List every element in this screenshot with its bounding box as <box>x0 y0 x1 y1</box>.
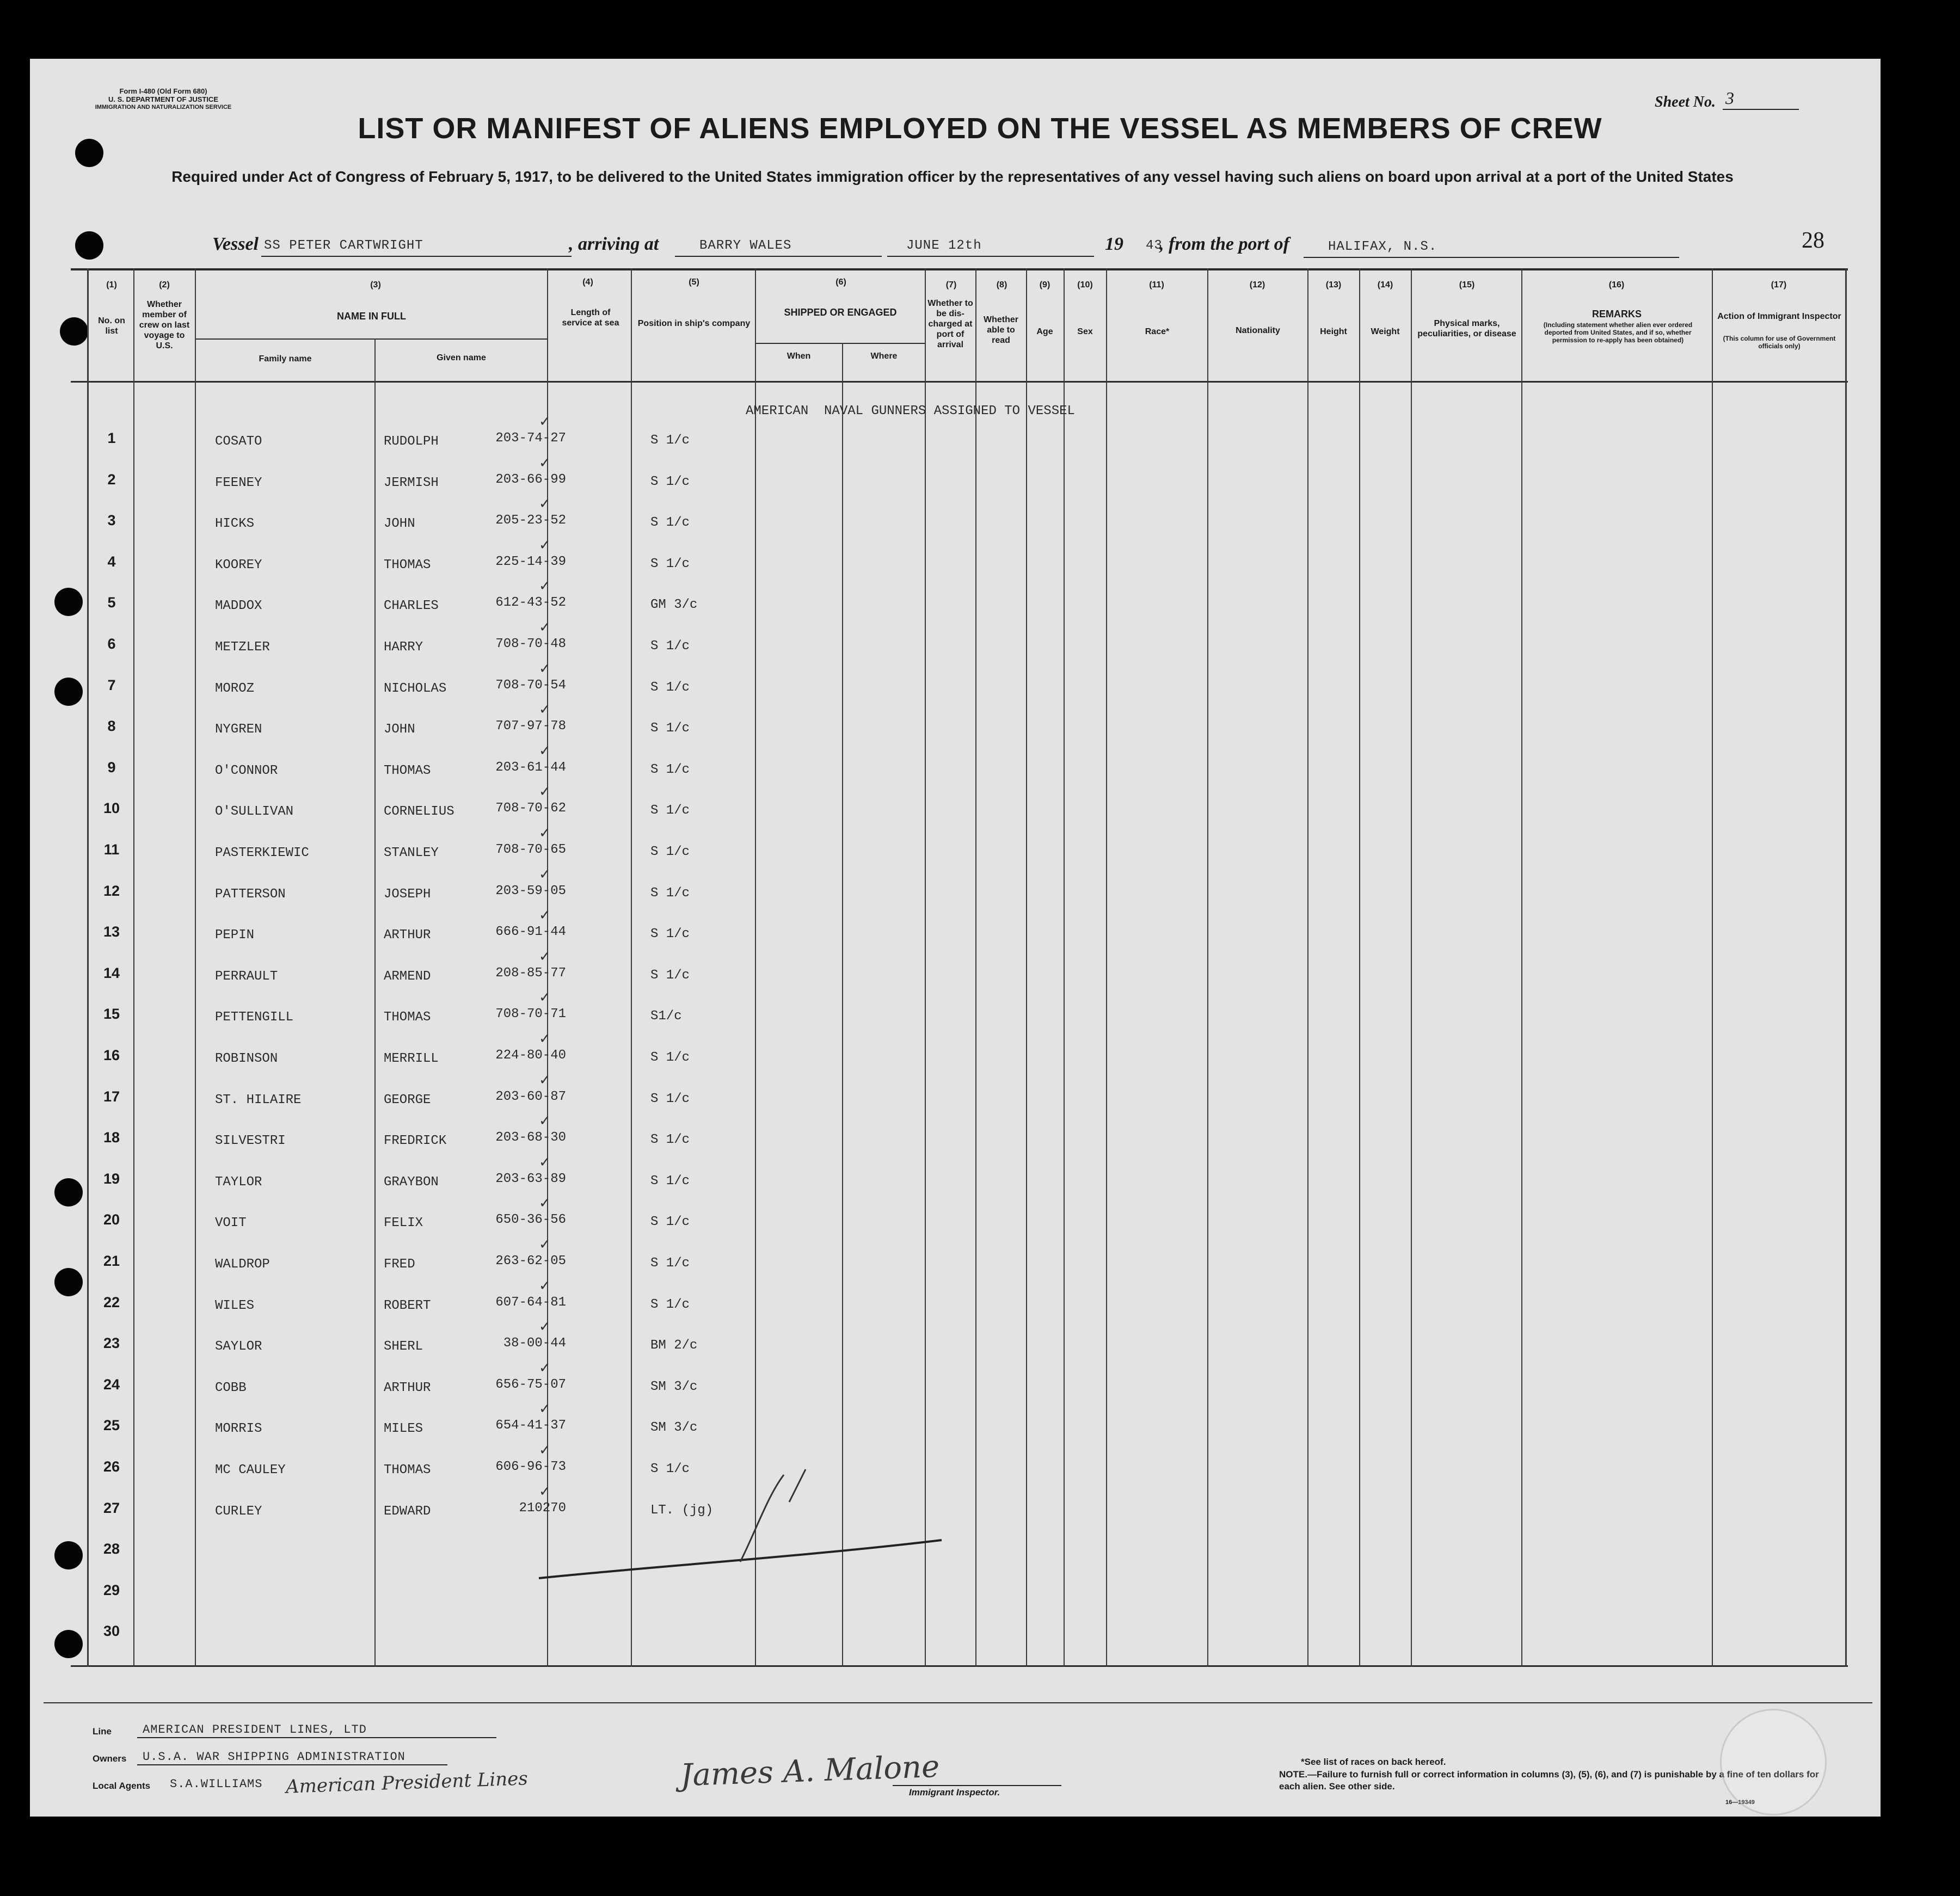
position: S 1/c <box>650 1215 690 1229</box>
position: SM 3/c <box>650 1420 698 1435</box>
races-note: *See list of races on back hereof. <box>1301 1757 1446 1767</box>
position: LT. (jg) <box>650 1503 714 1518</box>
form-id-line: IMMIGRATION AND NATURALIZATION SERVICE <box>95 104 232 110</box>
check-mark: ✓ <box>539 496 551 512</box>
row-number: 19 <box>103 1171 120 1187</box>
family-name: ROBINSON <box>215 1051 278 1066</box>
position: S 1/c <box>650 433 690 448</box>
position: BM 2/c <box>650 1338 698 1353</box>
service-number: 203-61-44 <box>495 760 566 775</box>
family-name: MORRIS <box>215 1421 262 1436</box>
arriving-at: BARRY WALES <box>699 238 792 253</box>
form-id-line: U. S. DEPARTMENT OF JUSTICE <box>108 95 218 103</box>
col-header-nationality: Nationality <box>1236 326 1280 335</box>
family-name: NYGREN <box>215 722 262 737</box>
family-name: O'CONNOR <box>215 764 278 778</box>
position: SM 3/c <box>650 1380 698 1394</box>
check-mark: ✓ <box>539 661 551 677</box>
position: S 1/c <box>650 886 690 901</box>
col-header-race: Race* <box>1145 327 1170 336</box>
service-number: 203-68-30 <box>495 1130 566 1145</box>
given-name: HARRY <box>384 640 423 655</box>
punch-hole <box>54 588 83 616</box>
row-number: 17 <box>103 1088 120 1105</box>
family-name: O'SULLIVAN <box>215 804 294 819</box>
check-mark: ✓ <box>539 1278 551 1294</box>
name-header-rule <box>196 338 547 340</box>
check-mark: ✓ <box>539 989 551 1006</box>
agents-label: Local Agents <box>93 1781 151 1791</box>
family-name: WALDROP <box>215 1257 270 1272</box>
row-number: 6 <box>107 636 116 652</box>
position: S 1/c <box>650 721 690 736</box>
row-number: 15 <box>103 1006 120 1022</box>
service-number: 224-80-40 <box>495 1048 566 1063</box>
col-header-last-voyage: Whether member of crew on last voyage to U.S. <box>139 300 190 350</box>
column-number: (10) <box>1077 280 1093 290</box>
service-number: 708-70-62 <box>495 801 566 816</box>
position: S 1/c <box>650 557 690 571</box>
arriving-label: , arriving at <box>569 234 659 254</box>
check-mark: ✓ <box>539 1154 551 1171</box>
row-number: 21 <box>103 1253 120 1269</box>
check-mark: ✓ <box>539 825 551 841</box>
family-name: MC CAULEY <box>215 1463 286 1478</box>
service-number: 205-23-52 <box>495 513 566 528</box>
given-name: ARTHUR <box>384 1381 431 1395</box>
from-port: HALIFAX, N.S. <box>1328 239 1437 254</box>
shipped-header-rule <box>755 343 925 344</box>
column-number: (8) <box>996 280 1007 290</box>
family-name: ST. HILAIRE <box>215 1093 302 1107</box>
punch-hole <box>54 1268 83 1296</box>
table-bottom-rule <box>71 1665 1848 1667</box>
check-mark: ✓ <box>539 866 551 883</box>
given-name: FELIX <box>384 1216 423 1230</box>
check-mark: ✓ <box>539 619 551 636</box>
col-header-read: Whether able to read <box>984 315 1018 345</box>
col-header-given-name: Given name <box>437 353 486 362</box>
position: S 1/c <box>650 845 690 859</box>
row-number: 30 <box>103 1623 120 1639</box>
service-number: 654-41-37 <box>495 1418 566 1433</box>
given-name: EDWARD <box>384 1504 431 1519</box>
service-number: 708-70-65 <box>495 842 566 857</box>
family-name: COSATO <box>215 434 262 449</box>
row-number: 3 <box>107 512 116 528</box>
row-number: 8 <box>107 718 116 734</box>
row-number: 7 <box>107 677 116 693</box>
service-number: 225-14-39 <box>495 555 566 569</box>
col-header-weight: Weight <box>1371 327 1400 336</box>
line-label: Line <box>93 1726 112 1737</box>
position: S 1/c <box>650 1050 690 1065</box>
family-name: SILVESTRI <box>215 1134 286 1148</box>
row-number: 2 <box>107 471 116 488</box>
given-name: JOHN <box>384 516 415 531</box>
inspector-signature: James A. Malone <box>680 1749 941 1794</box>
service-number: 666-91-44 <box>495 925 566 939</box>
column-number: (11) <box>1149 280 1164 290</box>
given-name: NICHOLAS <box>384 681 447 696</box>
column-number: (5) <box>689 278 699 287</box>
position: S1/c <box>650 1009 682 1024</box>
col-header-service: Length of service at sea <box>562 308 619 328</box>
given-name: ARMEND <box>384 969 431 984</box>
family-name: METZLER <box>215 640 270 655</box>
footer-rule <box>44 1702 1872 1703</box>
check-mark: ✓ <box>539 578 551 594</box>
given-name: JOHN <box>384 722 415 737</box>
position: S 1/c <box>650 927 690 941</box>
table-top-rule <box>71 268 1848 270</box>
row-number: 16 <box>103 1047 120 1063</box>
row-number: 11 <box>103 841 120 858</box>
agents-value: S.A.WILLIAMS <box>170 1777 263 1791</box>
service-number: 707-97-78 <box>495 719 566 734</box>
given-name: THOMAS <box>384 558 431 573</box>
position: S 1/c <box>650 515 690 530</box>
check-mark: ✓ <box>539 1319 551 1335</box>
family-name: MOROZ <box>215 681 255 696</box>
service-number: 203-60-87 <box>495 1089 566 1104</box>
punch-hole <box>54 1178 83 1206</box>
check-mark: ✓ <box>539 1031 551 1047</box>
check-mark: ✓ <box>539 414 551 430</box>
family-name: TAYLOR <box>215 1175 262 1190</box>
family-name: COBB <box>215 1381 247 1395</box>
note-text: —Failure to furnish full or correct information in columns (3), (5), (6), and (7) is punishable by a fine of ten dollars for each alien. See other side. <box>1279 1769 1819 1792</box>
inspector-label: Immigrant Inspector. <box>909 1787 1000 1797</box>
given-name: FRED <box>384 1257 415 1272</box>
position: S 1/c <box>650 1297 690 1312</box>
table-header-rule <box>71 381 1848 383</box>
col-header-family-name: Family name <box>259 354 312 364</box>
family-name: SAYLOR <box>215 1339 262 1354</box>
family-name: FEENEY <box>215 476 262 490</box>
row-number: 14 <box>103 965 120 981</box>
given-name: JOSEPH <box>384 887 431 902</box>
family-name: PASTERKIEWIC <box>215 846 309 860</box>
given-name: STANLEY <box>384 846 439 860</box>
given-name: MILES <box>384 1421 423 1436</box>
check-mark: ✓ <box>539 537 551 553</box>
row-number: 28 <box>103 1541 120 1557</box>
agents-handwritten: American President Lines <box>285 1768 529 1798</box>
col-header-remarks: REMARKS <box>1592 309 1642 319</box>
form-identifier <box>93 87 234 112</box>
service-number: 650-36-56 <box>495 1212 566 1227</box>
position: GM 3/c <box>650 598 698 612</box>
position: S 1/c <box>650 968 690 983</box>
service-number: 708-70-54 <box>495 678 566 693</box>
service-number: 203-63-89 <box>495 1172 566 1186</box>
column-number: (9) <box>1039 280 1050 290</box>
column-number: (16) <box>1608 280 1625 290</box>
col-header-when: When <box>787 352 811 361</box>
col-header-physical: Physical marks, peculiarities, or disease <box>1417 319 1516 338</box>
row-number: 20 <box>103 1211 120 1228</box>
given-name: THOMAS <box>384 764 431 778</box>
row-number: 4 <box>107 553 116 570</box>
arrival-date: JUNE 12th <box>906 238 982 253</box>
row-number: 22 <box>103 1294 120 1310</box>
given-name: SHERL <box>384 1339 423 1354</box>
given-name: FREDRICK <box>384 1134 447 1148</box>
vessel-label: Vessel <box>212 234 259 254</box>
year-prefix: 19 <box>1105 234 1123 254</box>
col-header-sex: Sex <box>1077 327 1093 336</box>
punch-hole <box>54 678 83 706</box>
row-number: 24 <box>103 1376 120 1393</box>
form-id-line: Form I-480 (Old Form 680) <box>119 87 207 95</box>
given-name: THOMAS <box>384 1463 431 1478</box>
column-number: (4) <box>582 278 593 287</box>
row-number: 25 <box>103 1417 120 1433</box>
given-name: ARTHUR <box>384 928 431 943</box>
cancel-stroke <box>533 1464 958 1589</box>
row-number: 29 <box>103 1582 120 1598</box>
check-mark: ✓ <box>539 784 551 800</box>
row-number: 13 <box>103 924 120 940</box>
given-name: CORNELIUS <box>384 804 454 819</box>
col-header-number: No. on list <box>98 316 125 336</box>
col-header-inspector: Action of Immigrant Inspector <box>1717 312 1841 321</box>
service-number: 203-59-05 <box>495 884 566 898</box>
vessel-name: SS PETER CARTWRIGHT <box>264 238 423 253</box>
check-mark: ✓ <box>539 455 551 471</box>
col-header-discharged: Whether to be dis-charged at port of arrival <box>927 299 973 349</box>
given-name: GEORGE <box>384 1093 431 1107</box>
column-number: (7) <box>945 280 957 290</box>
position: S 1/c <box>650 762 690 777</box>
position: S 1/c <box>650 680 690 695</box>
row-number: 9 <box>107 759 116 775</box>
given-name: THOMAS <box>384 1010 431 1025</box>
print-code: 16—19349 <box>1725 1799 1755 1806</box>
given-name: GRAYBON <box>384 1175 439 1190</box>
family-name: PATTERSON <box>215 887 286 902</box>
position: S 1/c <box>650 475 690 489</box>
punch-hole <box>54 1630 83 1658</box>
family-name: MADDOX <box>215 599 262 613</box>
service-number: 708-70-48 <box>495 637 566 651</box>
service-number: 208-85-77 <box>495 966 566 981</box>
check-mark: ✓ <box>539 1401 551 1417</box>
position: S 1/c <box>650 1174 690 1189</box>
col-header-position: Position in ship's company <box>637 319 751 328</box>
family-name: WILES <box>215 1298 255 1313</box>
row-number: 26 <box>103 1458 120 1475</box>
punch-hole <box>54 1541 83 1569</box>
section-heading: AMERICAN NAVAL GUNNERS ASSIGNED TO VESSEL <box>746 404 1075 418</box>
service-number: 38-00-44 <box>503 1336 566 1351</box>
service-number: 612-43-52 <box>495 595 566 610</box>
check-mark: ✓ <box>539 1072 551 1088</box>
position: S 1/c <box>650 803 690 818</box>
column-number: (17) <box>1771 280 1787 290</box>
col-header-age: Age <box>1036 327 1053 336</box>
column-number: (15) <box>1459 280 1475 290</box>
family-name: CURLEY <box>215 1504 262 1519</box>
given-name: ROBERT <box>384 1298 431 1313</box>
owners-label: Owners <box>93 1753 127 1764</box>
check-mark: ✓ <box>539 907 551 924</box>
row-number: 1 <box>107 430 116 446</box>
check-mark: ✓ <box>539 743 551 759</box>
row-number: 23 <box>103 1335 120 1351</box>
column-number: (3) <box>370 280 381 290</box>
check-mark: ✓ <box>539 701 551 718</box>
position: S 1/c <box>650 1092 690 1106</box>
column-number: (14) <box>1377 280 1393 290</box>
check-mark: ✓ <box>539 1195 551 1211</box>
service-number: 263-62-05 <box>495 1254 566 1269</box>
row-number: 10 <box>103 800 120 816</box>
family-name: PEPIN <box>215 928 255 943</box>
row-number: 5 <box>107 594 116 611</box>
owners-value: U.S.A. WAR SHIPPING ADMINISTRATION <box>143 1750 405 1764</box>
row-number: 27 <box>103 1500 120 1516</box>
col-header-height: Height <box>1320 327 1347 336</box>
sheet-number: 3 <box>1725 88 1734 108</box>
check-mark: ✓ <box>539 1483 551 1500</box>
punch-hole <box>60 317 88 346</box>
page-number: 28 <box>1802 228 1824 253</box>
position: S 1/c <box>650 1256 690 1271</box>
position: S 1/c <box>650 639 690 654</box>
col-header-inspector-note: (This column for use of Government officials only) <box>1723 335 1836 350</box>
position: S 1/c <box>650 1462 690 1476</box>
column-number: (12) <box>1249 280 1265 290</box>
given-name: JERMISH <box>384 476 439 490</box>
check-mark: ✓ <box>539 1442 551 1458</box>
service-number: 606-96-73 <box>495 1460 566 1474</box>
service-number: 210270 <box>519 1501 566 1516</box>
column-number: (6) <box>835 278 846 287</box>
column-number: (13) <box>1325 280 1342 290</box>
check-mark: ✓ <box>539 949 551 965</box>
manifest-subtitle: Required under Act of Congress of February 5, 1917, to be delivered to the United States immigration officer by the representatives of any vessel having such aliens on board upon arrival at a port of the United States <box>171 168 1734 185</box>
from-port-label: , from the port of <box>1159 234 1289 254</box>
punch-hole <box>75 231 103 260</box>
service-number: 203-66-99 <box>495 472 566 487</box>
line-value: AMERICAN PRESIDENT LINES, LTD <box>143 1723 367 1737</box>
col-header-remarks-note: (Including statement whether alien ever ordered deported from United States, and if so, whether permission to re-apply has been obtained) <box>1543 321 1693 344</box>
note-label: NOTE. <box>1279 1769 1307 1780</box>
manifest-title: LIST OR MANIFEST OF ALIENS EMPLOYED ON THE VESSEL AS MEMBERS OF CREW <box>358 112 1602 145</box>
column-number: (1) <box>106 280 117 290</box>
service-number: 656-75-07 <box>495 1377 566 1392</box>
family-name: HICKS <box>215 516 255 531</box>
embossed-seal <box>1720 1709 1827 1815</box>
given-name: CHARLES <box>384 599 439 613</box>
given-name: RUDOLPH <box>384 434 439 449</box>
service-number: 203-74-27 <box>495 431 566 446</box>
col-header-shipped: SHIPPED OR ENGAGED <box>784 307 897 318</box>
year-suffix: 43 <box>1146 238 1163 253</box>
service-number: 607-64-81 <box>495 1295 566 1310</box>
row-number: 18 <box>103 1129 120 1146</box>
given-name: MERRILL <box>384 1051 439 1066</box>
col-header-name: NAME IN FULL <box>337 311 406 322</box>
service-number: 708-70-71 <box>495 1007 566 1021</box>
family-name: PETTENGILL <box>215 1010 294 1025</box>
col-header-where: Where <box>870 352 898 361</box>
row-number: 12 <box>103 883 120 899</box>
family-name: PERRAULT <box>215 969 278 984</box>
family-name: VOIT <box>215 1216 247 1230</box>
column-number: (2) <box>159 280 170 290</box>
family-name: KOOREY <box>215 558 262 573</box>
check-mark: ✓ <box>539 1360 551 1376</box>
sheet-label: Sheet No. <box>1655 94 1716 110</box>
check-mark: ✓ <box>539 1236 551 1253</box>
position: S 1/c <box>650 1132 690 1147</box>
check-mark: ✓ <box>539 1113 551 1129</box>
